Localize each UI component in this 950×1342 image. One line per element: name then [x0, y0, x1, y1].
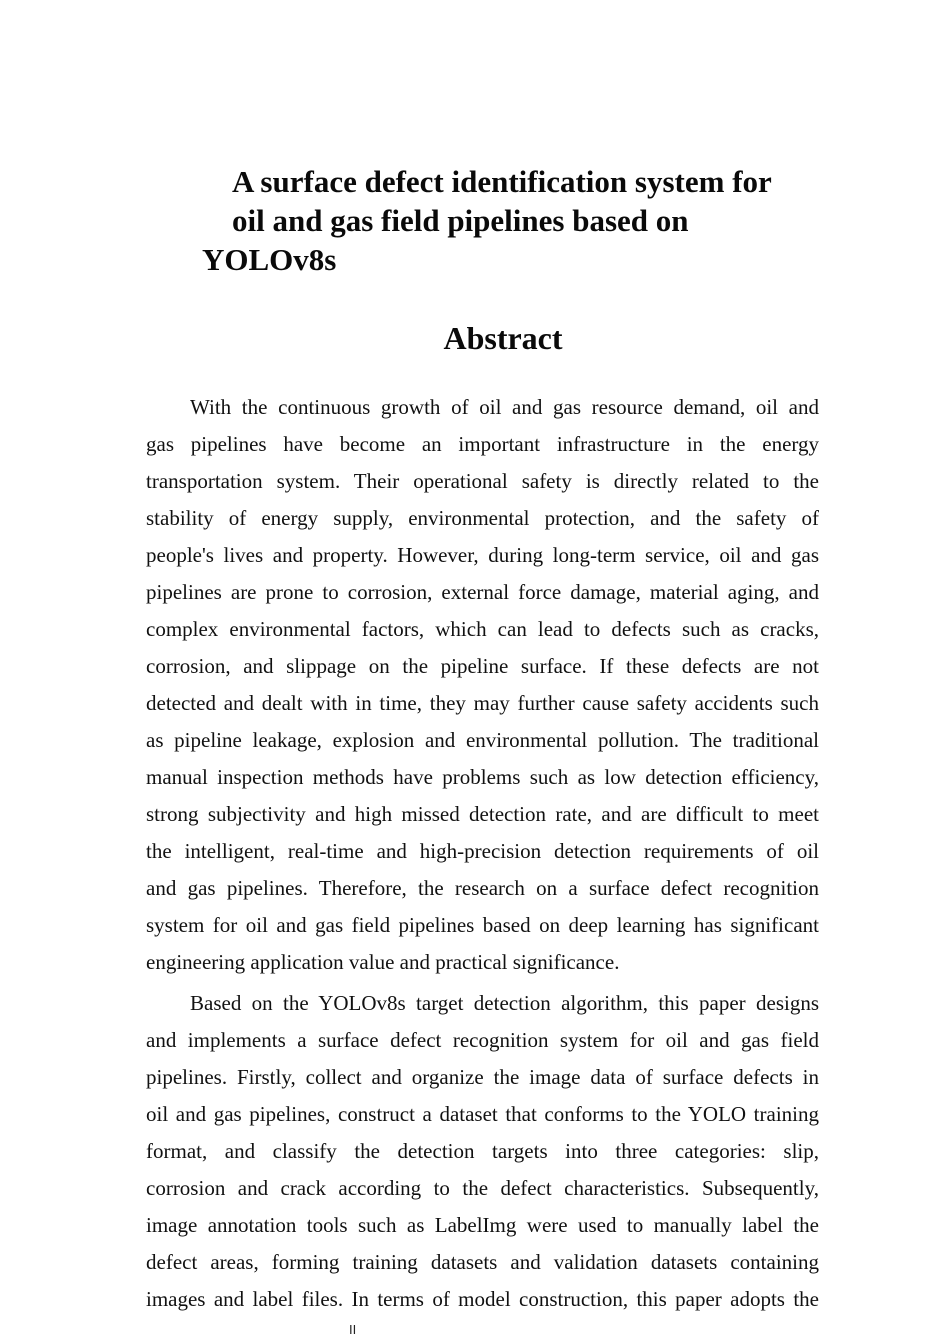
paragraph-line: image annotation tools such as LabelImg were used to manually label the [146, 1213, 819, 1237]
paragraph-line: engineering application value and practical significance. [146, 950, 620, 974]
paragraph-line: defect areas, forming training datasets and validation datasets containing [146, 1250, 819, 1274]
document-title-line-3: YOLOv8s [202, 242, 337, 277]
paragraph-line: complex environmental factors, which can lead to defects such as cracks, [146, 617, 819, 641]
paragraph-line: corrosion, and slippage on the pipeline surface. If these defects are not [146, 654, 819, 678]
paragraph-line: system for oil and gas field pipelines based on deep learning has significant [146, 913, 819, 937]
paragraph-line: pipelines. Firstly, collect and organize the image data of surface defects in [146, 1065, 819, 1089]
paragraph-line: oil and gas pipelines, construct a dataset that conforms to the YOLO training [146, 1102, 819, 1126]
paragraph-line: images and label files. In terms of model construction, this paper adopts the [146, 1287, 819, 1311]
abstract-paragraph-2 [146, 985, 819, 1318]
document-title-line-2: oil and gas field pipelines based on [232, 203, 689, 238]
paragraph-line: pipelines are prone to corrosion, external force damage, material aging, and [146, 580, 819, 604]
paragraph-line: detected and dealt with in time, they may further cause safety accidents such [146, 691, 819, 715]
paragraph-line: Based on the YOLOv8s target detection algorithm, this paper designs [190, 991, 819, 1015]
paragraph-line: format, and classify the detection targets into three categories: slip, [146, 1139, 819, 1163]
paragraph-line: as pipeline leakage, explosion and environmental pollution. The traditional [146, 728, 819, 752]
paragraph-line: With the continuous growth of oil and gas resource demand, oil and [190, 395, 819, 419]
paragraph-line: gas pipelines have become an important infrastructure in the energy [146, 432, 819, 456]
paragraph-line: the intelligent, real-time and high-precision detection requirements of oil [146, 839, 819, 863]
paragraph-line: and gas pipelines. Therefore, the research on a surface defect recognition [146, 876, 819, 900]
paragraph-line: transportation system. Their operational safety is directly related to the [146, 469, 819, 493]
paragraph-line: and implements a surface defect recognition system for oil and gas field [146, 1028, 819, 1052]
paragraph-line: strong subjectivity and high missed detection rate, and are difficult to meet [146, 802, 819, 826]
paragraph-line: corrosion and crack according to the defect characteristics. Subsequently, [146, 1176, 819, 1200]
abstract-heading: Abstract [443, 320, 563, 356]
document-title-line-1: A surface defect identification system for [232, 164, 772, 199]
page-number: II [349, 1322, 357, 1337]
paragraph-line: manual inspection methods have problems such as low detection efficiency, [146, 765, 819, 789]
paragraph-line: people's lives and property. However, during long-term service, oil and gas [146, 543, 819, 567]
abstract-paragraph-1 [146, 389, 819, 981]
paragraph-line: stability of energy supply, environmental protection, and the safety of [146, 506, 819, 530]
